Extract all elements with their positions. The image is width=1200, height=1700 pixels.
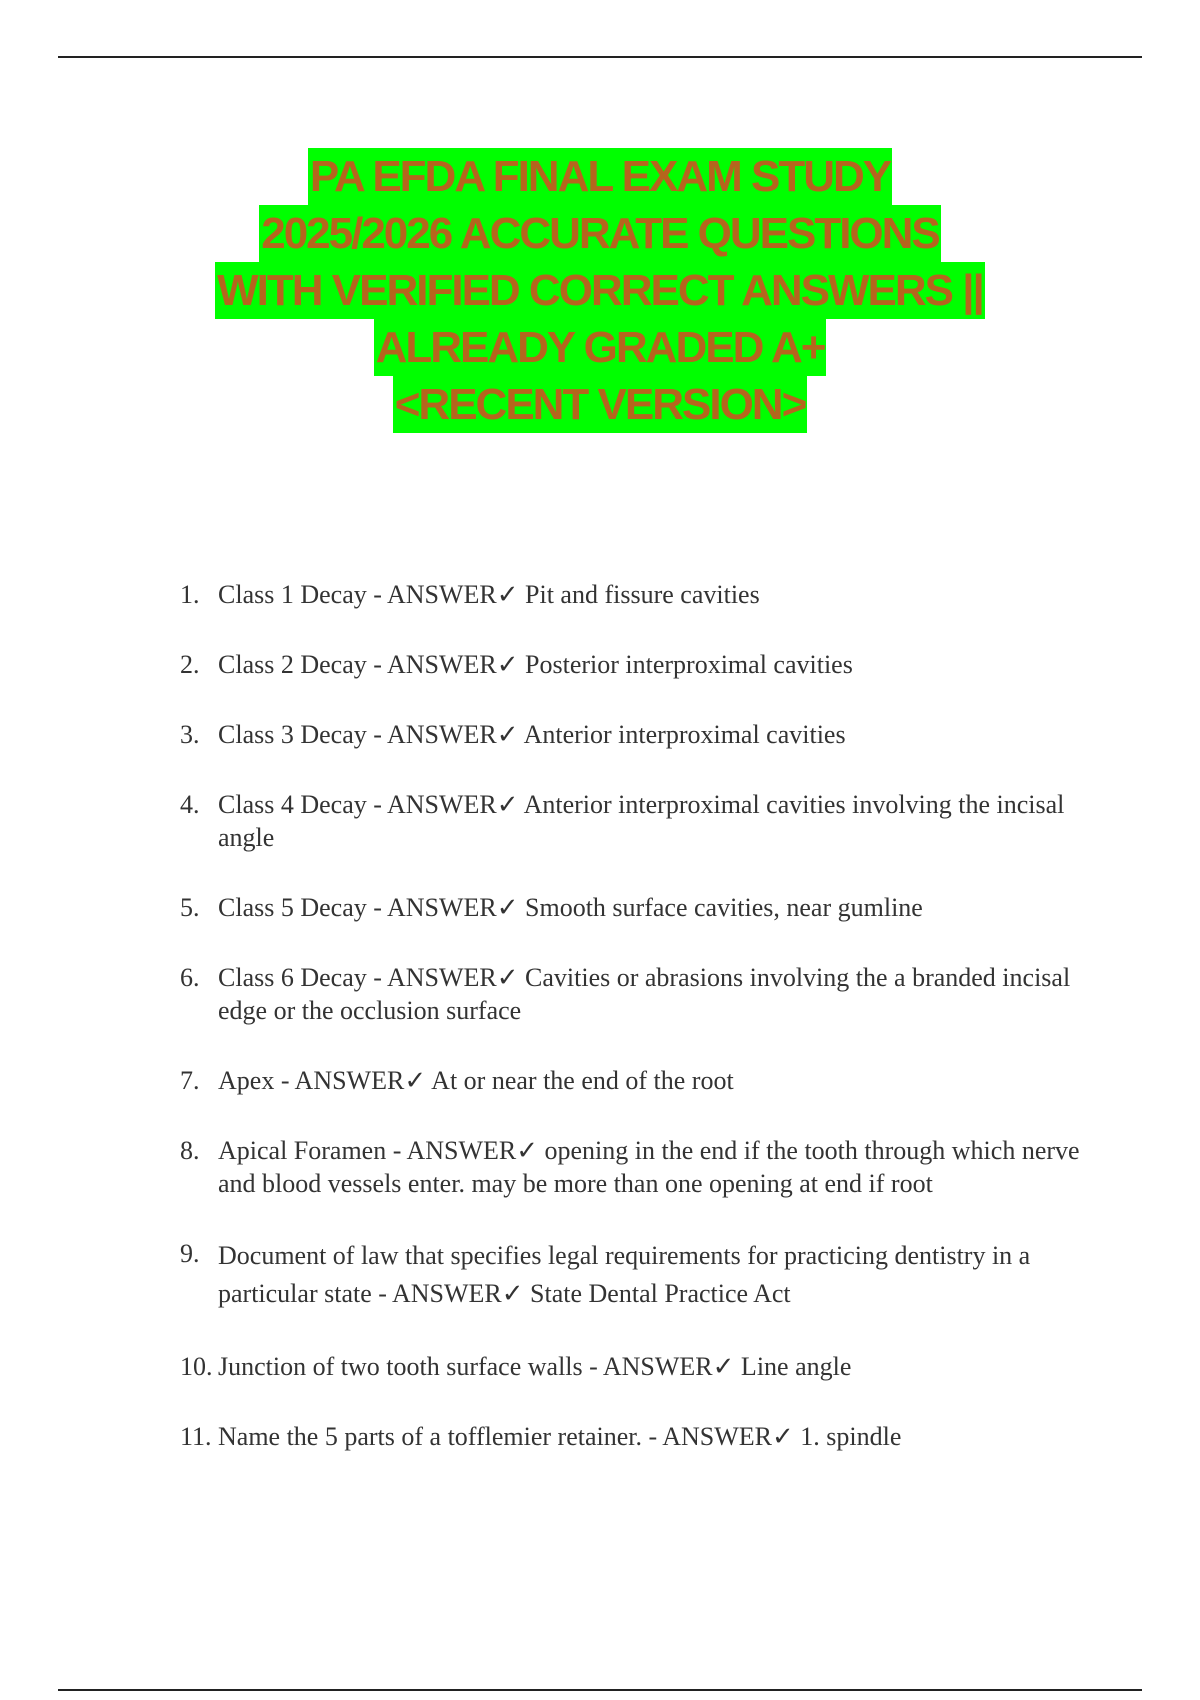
item-number: 8. xyxy=(180,1136,200,1165)
bottom-rule xyxy=(58,1689,1142,1691)
list-item xyxy=(180,1237,1080,1313)
list-item xyxy=(180,891,1080,924)
item-number: 9. xyxy=(180,1239,200,1268)
list-item xyxy=(180,1134,1080,1200)
item-text: Class 2 Decay - ANSWER✓ Posterior interproximal cavities xyxy=(218,650,853,679)
item-text: Apex - ANSWER✓ At or near the end of the root xyxy=(218,1066,734,1095)
title-line: 2025/2026 ACCURATE QUESTIONS xyxy=(259,205,941,262)
item-number: 4. xyxy=(180,790,200,819)
item-number: 11. xyxy=(180,1422,212,1451)
item-text: Junction of two tooth surface walls - ANSWER✓ Line angle xyxy=(218,1352,852,1381)
top-rule xyxy=(58,56,1142,58)
list-item xyxy=(180,578,1080,611)
title-line: WITH VERIFIED CORRECT ANSWERS || xyxy=(215,262,985,319)
title-line: PA EFDA FINAL EXAM STUDY xyxy=(308,148,892,205)
item-text: Apical Foramen - ANSWER✓ opening in the end if the tooth through which nerve and blood vessels enter. may be more than one opening at end if root xyxy=(218,1136,1080,1198)
item-text: Document of law that specifies legal requirements for practicing dentistry in a particular state - ANSWER✓ State Dental Practice Act xyxy=(218,1241,1031,1308)
item-number: 3. xyxy=(180,720,200,749)
list-item xyxy=(180,1064,1080,1097)
item-text: Class 6 Decay - ANSWER✓ Cavities or abrasions involving the a branded incisal edge or the occlusion surface xyxy=(218,963,1071,1025)
list-item xyxy=(180,961,1080,1027)
list-item xyxy=(180,1350,1080,1383)
title-line: <RECENT VERSION> xyxy=(393,376,808,433)
title-line: ALREADY GRADED A+ xyxy=(374,319,827,376)
item-text: Name the 5 parts of a tofflemier retainer. - ANSWER✓ 1. spindle xyxy=(218,1422,902,1451)
list-item xyxy=(180,718,1080,751)
item-number: 1. xyxy=(180,580,200,609)
item-text: Class 1 Decay - ANSWER✓ Pit and fissure cavities xyxy=(218,580,760,609)
item-number: 7. xyxy=(180,1066,200,1095)
item-text: Class 3 Decay - ANSWER✓ Anterior interproximal cavities xyxy=(218,720,846,749)
list-item xyxy=(180,1420,1080,1453)
list-item xyxy=(180,648,1080,681)
item-text: Class 5 Decay - ANSWER✓ Smooth surface cavities, near gumline xyxy=(218,893,923,922)
item-text: Class 4 Decay - ANSWER✓ Anterior interproximal cavities involving the incisal angle xyxy=(218,790,1065,852)
item-number: 5. xyxy=(180,893,200,922)
qa-list xyxy=(180,578,1080,1490)
item-number: 10. xyxy=(180,1352,213,1381)
list-item xyxy=(180,788,1080,854)
document-title xyxy=(60,148,1140,433)
item-number: 2. xyxy=(180,650,200,679)
item-number: 6. xyxy=(180,963,200,992)
